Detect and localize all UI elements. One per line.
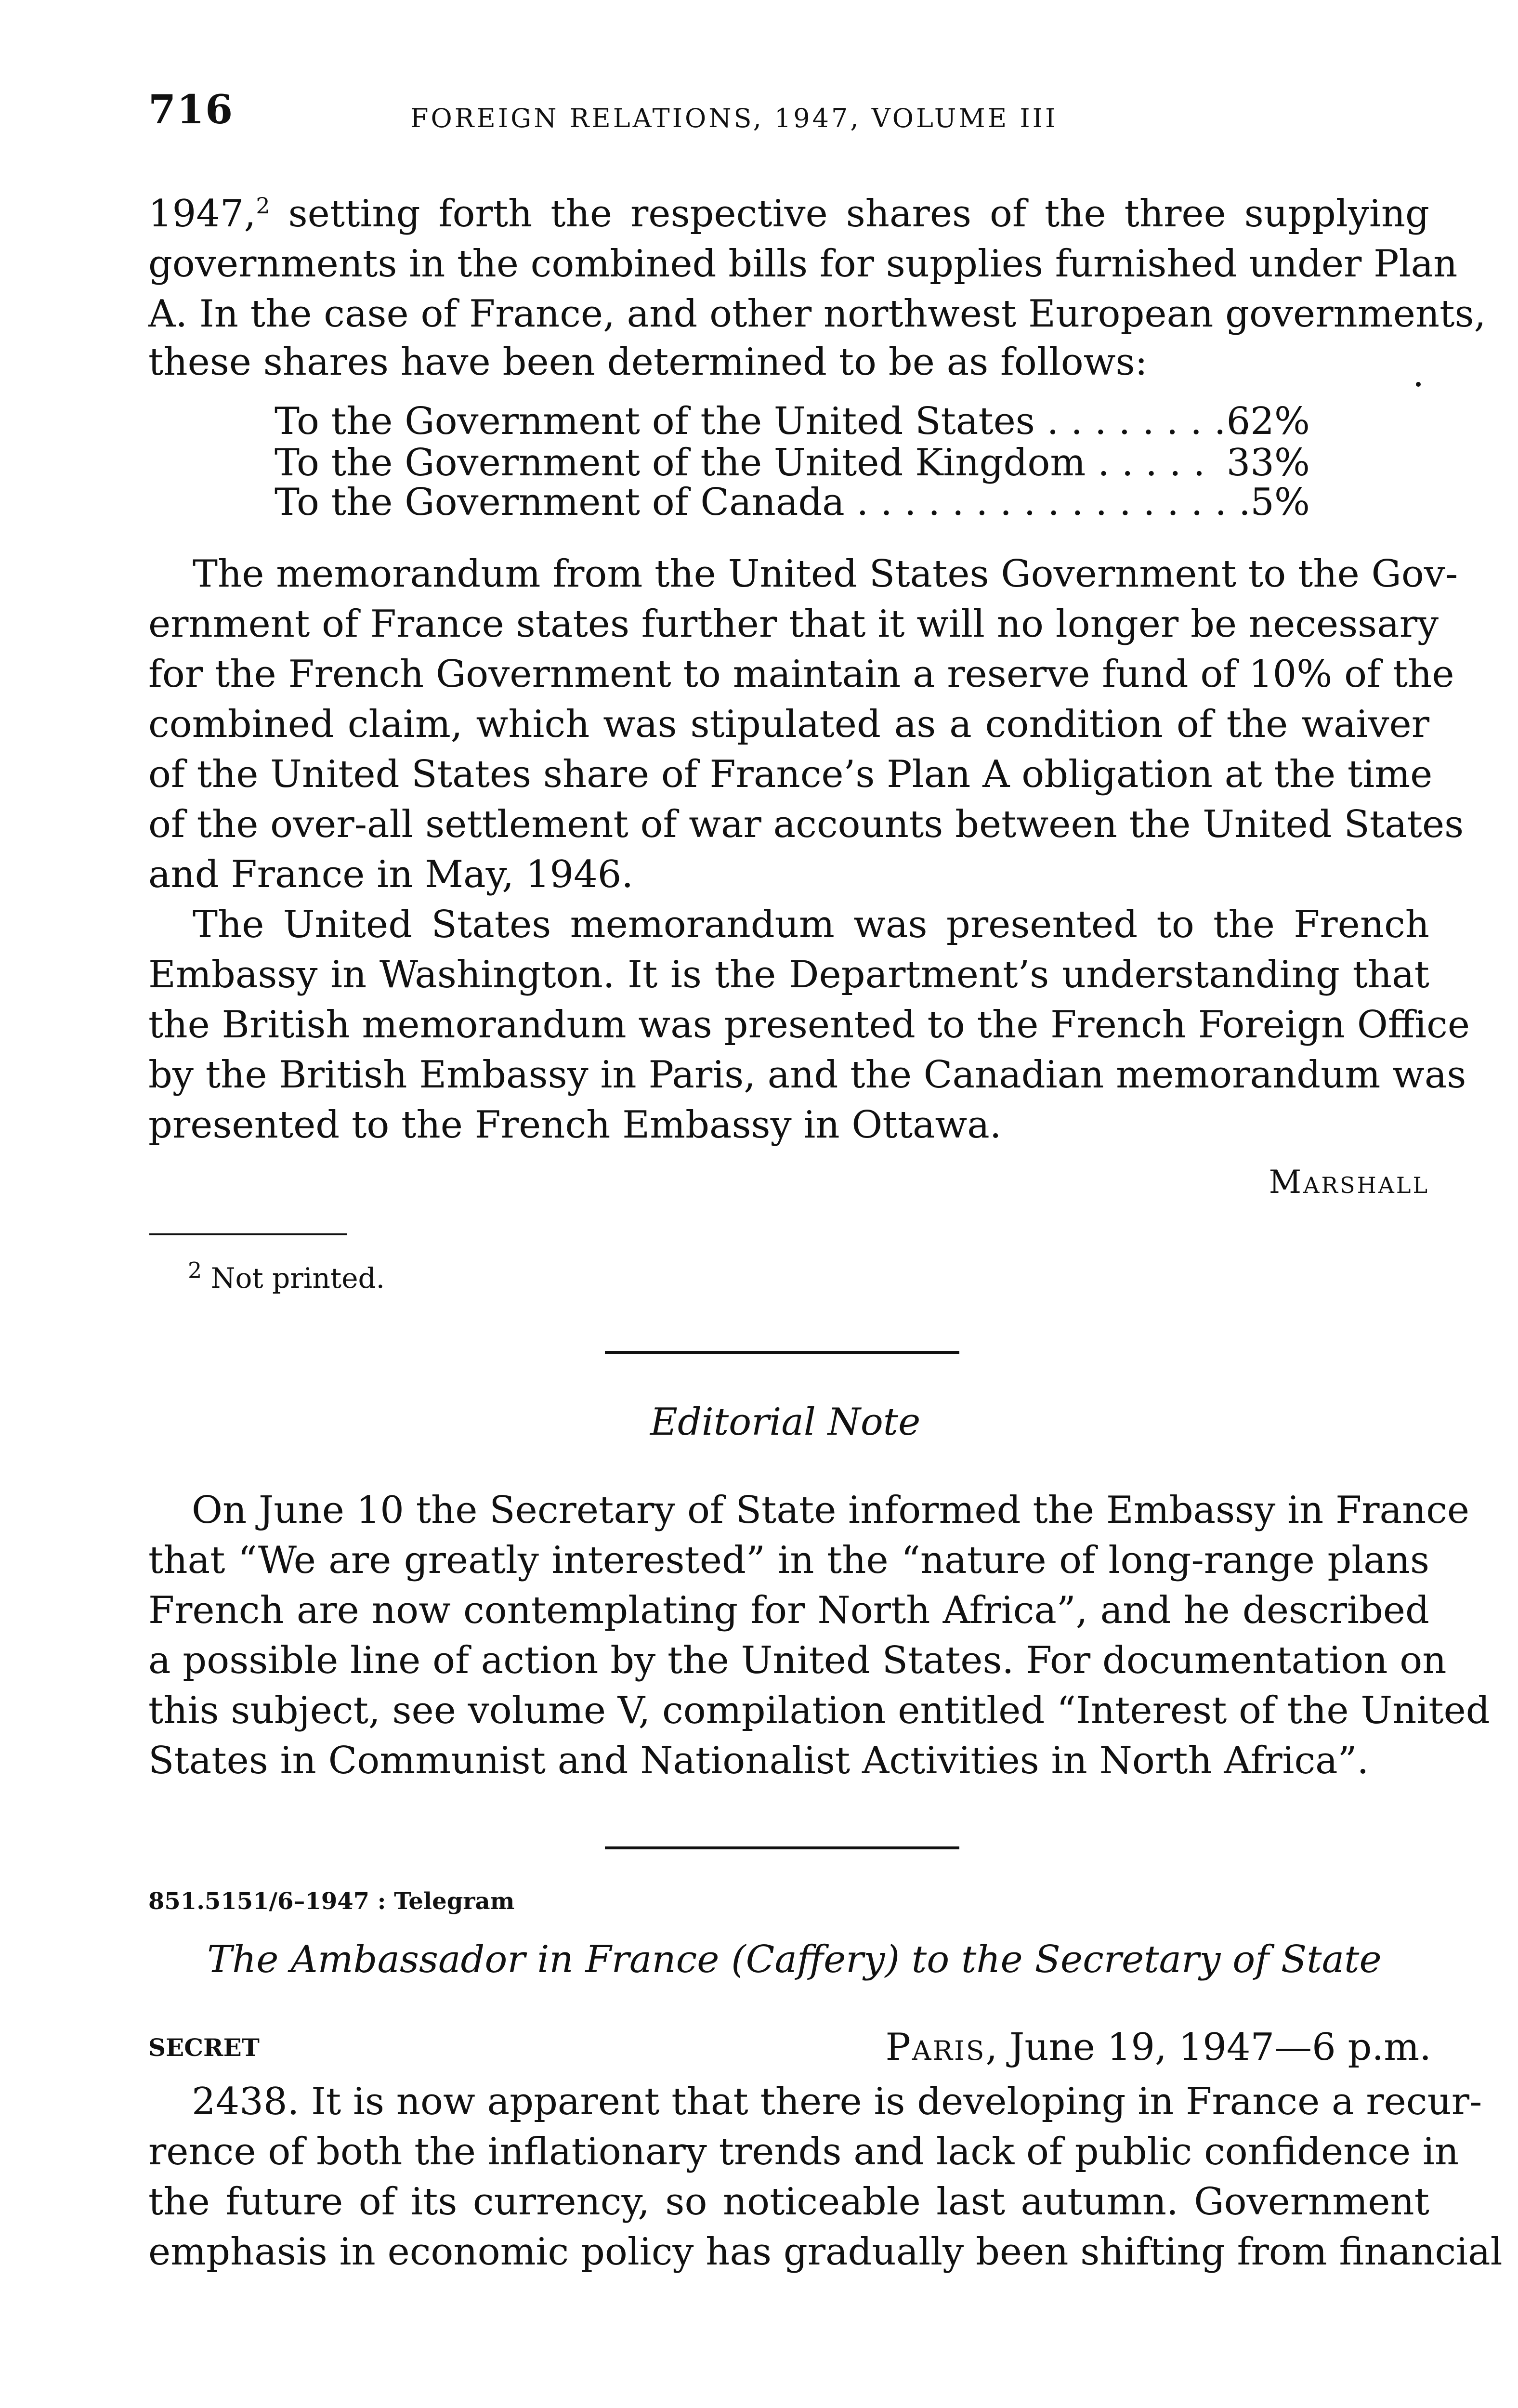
body-line: by the British Embassy in Paris, and the Canadian memorandum was: [148, 1053, 1466, 1097]
body-line: governments in the combined bills for supplies furnished under Plan: [148, 242, 1458, 286]
share-label: To the Government of the United Kingdom . . . . .: [275, 441, 1205, 484]
body-line: 2438. It is now apparent that there is developing in France a recur-: [192, 2080, 1482, 2123]
section-divider: [605, 1351, 959, 1354]
body-line: States in Communist and Nationalist Activities in North Africa”.: [148, 1739, 1369, 1782]
body-line: Embassy in Washington. It is the Department’s understanding that: [148, 953, 1429, 996]
body-line: the British memorandum was presented to the French Foreign Office: [148, 1003, 1470, 1047]
body-line: the future of its currency, so noticeable last autumn. Government: [148, 2180, 1429, 2224]
footnote: [188, 1257, 385, 1295]
document-title: The Ambassador in France (Caffery) to the Secretary of State: [207, 1938, 1382, 1981]
ink-speck: [1416, 382, 1421, 387]
dateline: Paris, June 19, 1947—6 p.m.: [885, 2026, 1431, 2069]
body-line: and France in May, 1946.: [148, 853, 634, 896]
table-row: [275, 442, 1310, 484]
signature: Marshall: [1269, 1164, 1429, 1201]
share-value: 62%: [1226, 400, 1310, 443]
footnote-divider: [149, 1233, 347, 1235]
share-label: To the Government of Canada . . . . . . . . . . . . . . . . .: [275, 481, 1251, 524]
table-row: [275, 401, 1310, 442]
body-line: On June 10 the Secretary of State informed the Embassy in France: [192, 1489, 1470, 1532]
body-line: of the over-all settlement of war accounts between the United States: [148, 803, 1464, 846]
share-value: 33%: [1226, 441, 1310, 484]
body-line: that “We are greatly interested” in the “nature of long-range plans: [148, 1539, 1429, 1582]
share-label: To the Government of the United States . . . . . . . . .: [275, 400, 1250, 443]
body-line: for the French Government to maintain a reserve fund of 10% of the: [148, 653, 1454, 696]
running-header: FOREIGN RELATIONS, 1947, VOLUME III: [410, 103, 1058, 133]
footnote-ref: 2: [256, 193, 270, 219]
share-value: 5%: [1250, 481, 1310, 524]
body-line: of the United States share of France’s Plan A obligation at the time: [148, 753, 1433, 796]
body-line: emphasis in economic policy has gradually been shifting from financial: [148, 2230, 1503, 2274]
footnote-text: Not printed.: [210, 1262, 385, 1295]
page-number: 716: [148, 87, 234, 133]
body-line: rence of both the inflationary trends and lack of public confidence in: [148, 2130, 1459, 2173]
body-line: French are now contemplating for North Africa”, and he described: [148, 1589, 1429, 1632]
body-line: The memorandum from the United States Government to the Gov-: [193, 552, 1458, 596]
body-line: these shares have been determined to be as follows:: [148, 340, 1148, 384]
body-line: this subject, see volume V, compilation entitled “Interest of the United: [148, 1689, 1490, 1732]
body-line: 1947,$^2$ setting forth the respective shares of the three supplying: [148, 192, 1429, 236]
body-line: The United States memorandum was presented to the French: [193, 903, 1429, 946]
body-line: A. In the case of France, and other northwest European governments,: [148, 292, 1486, 336]
footnote-mark: 2: [188, 1257, 202, 1283]
section-divider: [605, 1846, 959, 1849]
body-line: combined claim, which was stipulated as a condition of the waiver: [148, 703, 1429, 746]
table-row: [275, 482, 1310, 523]
classification: SECRET: [148, 2033, 260, 2062]
body-line: ernment of France states further that it will no longer be necessary: [148, 602, 1439, 646]
body-line: presented to the French Embassy in Ottawa.: [148, 1103, 1002, 1147]
document-reference: 851.5151/6–1947 : Telegram: [148, 1888, 515, 1915]
editorial-note-title: Editorial Note: [650, 1400, 921, 1444]
body-line: a possible line of action by the United States. For documentation on: [148, 1639, 1447, 1682]
